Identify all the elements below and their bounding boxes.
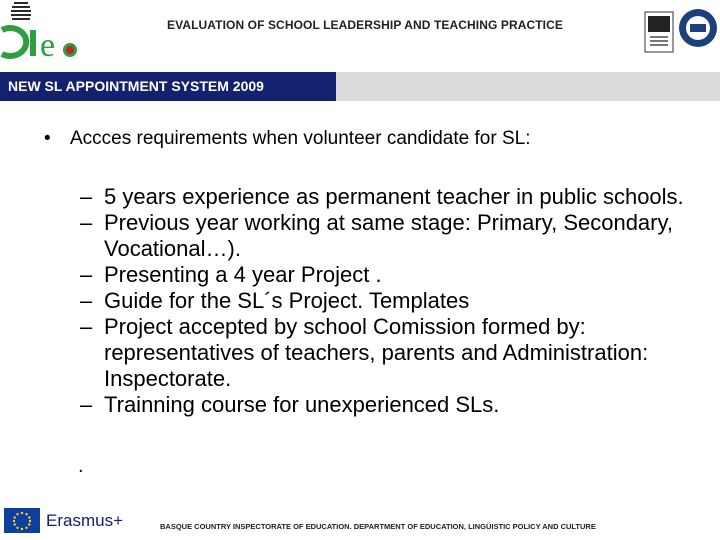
dash-icon: –	[80, 288, 93, 313]
list-item	[80, 288, 700, 314]
list-item	[80, 262, 700, 288]
main-bullet-text: Accces requirements when volunteer candidate for SL:	[70, 128, 531, 149]
list-item-text: Previous year working at same stage: Primary, Secondary, Vocational…).	[104, 210, 673, 261]
section-banner: NEW SL APPOINTMENT SYSTEM 2009	[0, 72, 336, 101]
list-item-text: 5 years experience as permanent teacher in public schools.	[104, 184, 684, 209]
dash-icon: –	[80, 314, 93, 339]
list-item-text: Guide for the SL´s Project. Templates	[104, 288, 470, 313]
dash-icon: –	[80, 210, 93, 235]
header-title: EVALUATION OF SCHOOL LEADERSHIP AND TEACHING PRACTICE	[167, 18, 563, 32]
oie-logo	[0, 0, 82, 68]
requirements-list	[80, 184, 700, 418]
erasmus-label: Erasmus+	[46, 510, 123, 530]
iqnet-logo	[678, 8, 718, 48]
svg-text:e: e	[40, 27, 56, 64]
trailing-dot: .	[78, 455, 84, 477]
list-item-text: Trainning course for unexperienced SLs.	[104, 392, 500, 417]
erasmus-logo	[4, 508, 123, 533]
er-certification-logo	[644, 4, 674, 60]
dash-icon: –	[80, 392, 93, 417]
list-item	[80, 314, 700, 392]
list-item	[80, 210, 700, 262]
bullet-icon: •	[44, 128, 51, 149]
eu-flag-icon	[4, 508, 40, 533]
banner-divider	[336, 72, 720, 101]
dash-icon: –	[80, 262, 93, 287]
dash-icon: –	[80, 184, 93, 209]
list-item	[80, 392, 700, 418]
list-item-text: Project accepted by school Comission formed by: representatives of teachers, parents and Administration: Inspectorate.	[104, 314, 649, 391]
list-item	[80, 184, 700, 210]
main-bullet	[44, 128, 530, 150]
footer-text: BASQUE COUNTRY INSPECTORATE OF EDUCATION. DEPARTMENT OF EDUCATION, LINGÜISTIC POLICY AND CULTURE	[160, 522, 596, 531]
list-item-text: Presenting a 4 year Project .	[104, 262, 382, 287]
